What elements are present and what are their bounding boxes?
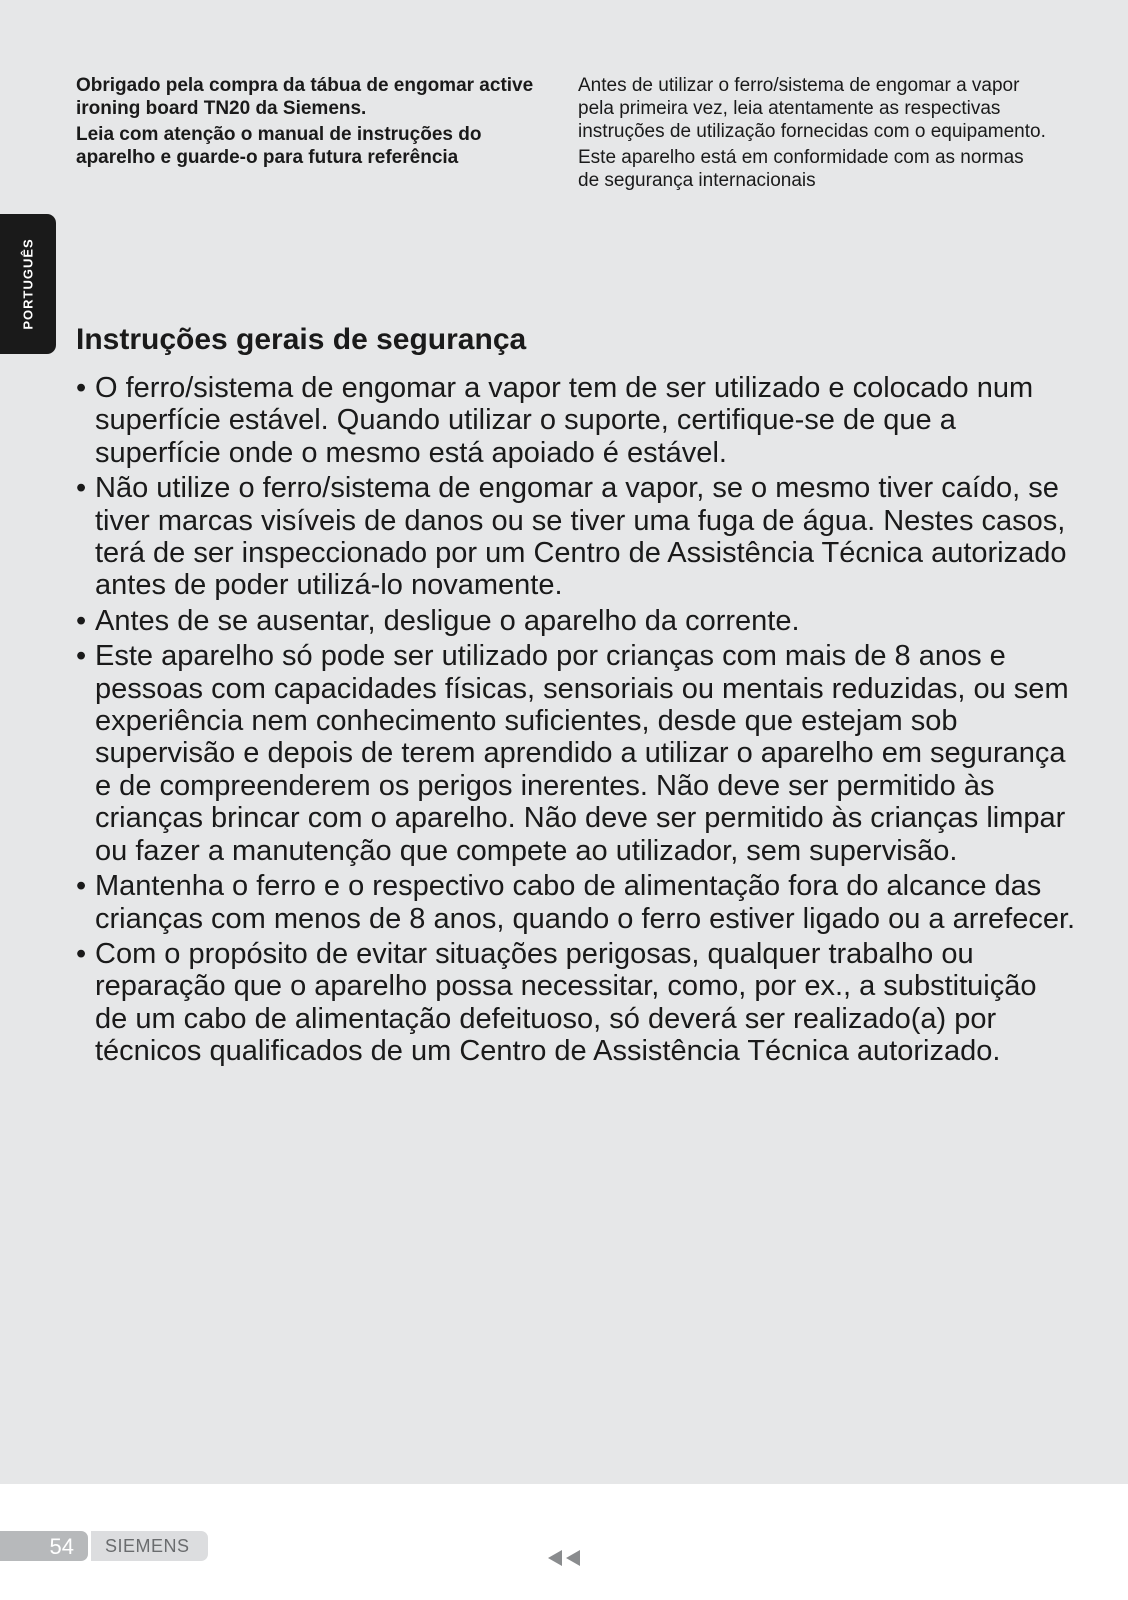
page-number: 54 bbox=[49, 1534, 74, 1559]
intro-left-column bbox=[76, 74, 546, 172]
brand-name: SIEMENS bbox=[105, 1536, 190, 1556]
left-arrow-shape-2 bbox=[566, 1550, 580, 1566]
language-tab bbox=[0, 214, 56, 354]
list-item bbox=[76, 640, 1076, 867]
list-item bbox=[76, 372, 1076, 469]
bullet-dot: • bbox=[76, 604, 87, 637]
list-item bbox=[76, 472, 1076, 602]
list-item bbox=[76, 605, 1076, 637]
intro-conformity-text: Este aparelho está em conformidade com as normas de segurança internacionais bbox=[578, 147, 1024, 191]
list-item bbox=[76, 870, 1076, 935]
bullet-text: O ferro/sistema de engomar a vapor tem de ser utilizado e colocado num superfície estável. Quando utilizar o suporte, certifique-se de que a superfície onde o mesmo está apoiado é estável. bbox=[95, 372, 1034, 469]
bullet-dot: • bbox=[76, 472, 87, 505]
language-tab-label: PORTUGUÊS bbox=[20, 238, 36, 330]
list-item bbox=[76, 938, 1076, 1068]
bullet-text: Este aparelho só pode ser utilizado por crianças com mais de 8 anos e pessoas com capacidades físicas, sensoriais ou mentais reduzidas, ou sem experiência nem conhecimento suficientes, desde que estejam sob supervisão e depois de terem aprendido a utilizar o aparelho em segurança e de compreenderem os perigos inerentes. Não deve ser permitido às crianças brincar com o aparelho. Não deve ser permitido às crianças limpar ou fazer a manutenção que compete ao utilizador, sem supervisão. bbox=[95, 640, 1069, 867]
safety-bullet-list bbox=[76, 372, 1076, 1071]
bullet-text: Mantenha o ferro e o respectivo cabo de alimentação fora do alcance das crianças com menos de 8 anos, quando o ferro estiver ligado ou a arrefecer. bbox=[95, 870, 1076, 935]
left-arrow-shape-1 bbox=[548, 1550, 562, 1566]
bullet-text: Com o propósito de evitar situações perigosas, qualquer trabalho ou reparação que o aparelho possa necessitar, como, por ex., a substituição de um cabo de alimentação defeituoso, só deverá ser realizado(a) por técnicos qualificados de um Centro de Assistência Técnica autorizado. bbox=[95, 937, 1037, 1068]
bullet-dot: • bbox=[76, 870, 87, 903]
brand-badge bbox=[91, 1531, 208, 1561]
page-number-badge bbox=[0, 1531, 88, 1561]
bullet-dot: • bbox=[76, 937, 87, 970]
intro-read-manual-text: Leia com atenção o manual de instruções do aparelho e guarde-o para futura referência bbox=[76, 124, 482, 168]
bullet-dot: • bbox=[76, 372, 87, 404]
intro-before-use-text: Antes de utilizar o ferro/sistema de engomar a vapor pela primeira vez, leia atentamente as respectivas instruções de utilização fornecidas com o equipamento. bbox=[578, 75, 1046, 142]
intro-right-column bbox=[578, 74, 1048, 195]
section-title: Instruções gerais de segurança bbox=[76, 323, 527, 356]
bullet-text: Não utilize o ferro/sistema de engomar a vapor, se o mesmo tiver caído, se tiver marcas visíveis de danos ou se tiver uma fuga de água. Nestes casos, terá de ser inspeccionado por um Centro de Assistência Técnica autorizado antes de poder utilizá-lo novamente. bbox=[95, 472, 1067, 602]
bullet-dot: • bbox=[76, 640, 87, 673]
double-left-arrow-icon[interactable] bbox=[548, 1549, 582, 1567]
intro-thanks-text: Obrigado pela compra da tábua de engomar active ironing board TN20 da Siemens. bbox=[76, 75, 534, 119]
bullet-text: Antes de se ausentar, desligue o aparelho da corrente. bbox=[95, 604, 800, 637]
